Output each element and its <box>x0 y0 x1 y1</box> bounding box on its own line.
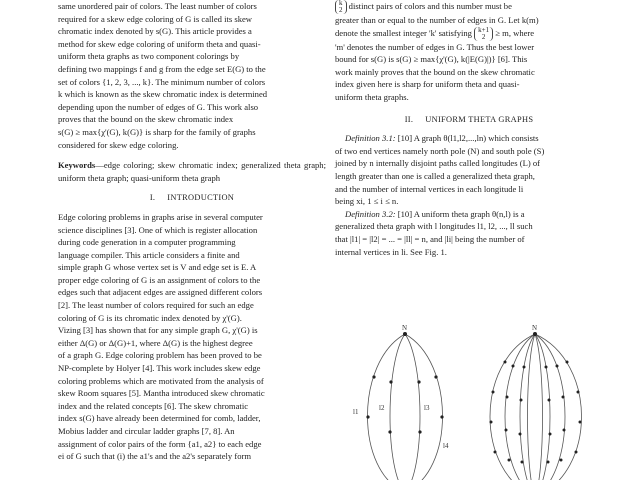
definition-3-2: Definition 3.2: [10] A uniform theta graph θ(n,l) is a <box>345 208 525 219</box>
vertex <box>388 430 391 433</box>
right-top-line-text: distinct pairs of colors and this number must be <box>348 1 512 11</box>
text-line: Vizing [3] has shown that for any simple graph G, χ'(G) is <box>58 325 258 336</box>
text-line: proves that the bound on the skew chromatic index <box>58 114 234 125</box>
text-line: science disciplines [3]. One of which is register allocation <box>58 224 258 235</box>
text-line: [2]. The least number of colors required for such an edge <box>58 300 254 311</box>
text-line: edges such that adjacent edges are assigned different colors <box>58 287 263 298</box>
text-line: set of colors {1, 2, 3, ..., k}. The minimum number of colors <box>58 76 266 87</box>
right-paragraph <box>335 41 603 104</box>
text-line: index given here is sharp for uniform theta and quasi- <box>335 79 520 90</box>
definition-3-2-body <box>335 220 603 258</box>
vertex <box>366 415 369 418</box>
label-l2: l2 <box>379 404 385 412</box>
longitude-edge <box>368 334 406 480</box>
keywords <box>58 159 326 184</box>
vertex <box>418 430 421 433</box>
section-number: I. <box>149 193 156 203</box>
keywords-label: Keywords <box>58 160 96 171</box>
text-line: of a graph G. Edge coloring problem has been proved to be <box>58 350 262 361</box>
text-line: defining two mappings f and g from the edge set E(G) to the <box>58 63 266 74</box>
longitude-edge <box>528 334 536 480</box>
vertex <box>403 332 407 336</box>
text-line: required for a skew edge coloring of G is called its skew <box>58 13 253 24</box>
section-title: INTRODUCTION <box>167 193 235 203</box>
figure-theta-graphs <box>335 322 603 480</box>
text-line: coloring of G is its chromatic index denoted by χ'(G). <box>58 312 242 323</box>
text-line: being xi, 1 ≤ i ≤ n. <box>335 196 399 207</box>
text-line: work mainly proves that the bound on the skew chromatic <box>335 66 535 77</box>
left-column <box>58 0 326 463</box>
keywords-text: —edge coloring; skew chromatic index; generalized theta graph; uniform theta graph; quasi-uniform theta graph <box>58 160 326 183</box>
vertex <box>417 380 420 383</box>
text-line: NP-complete by Holyer [4]. This work includes skew edge <box>58 363 261 374</box>
text-line: k which is known as the skew chromatic index is determined <box>58 89 268 100</box>
right-line-1: greater than or equal to the number of edges in G. Let k(m) <box>335 15 539 26</box>
text-line: considered for skew edge coloring. <box>58 139 179 150</box>
text-line: that |l1| = |l2| = ... = |ll| = n, and |li| being the number of <box>335 233 525 244</box>
text-line: 'm' denotes the number of edges in G. Thus the best lower <box>335 41 535 52</box>
text-line: simple graph G whose vertex set is V and edge set is E. A <box>58 262 257 273</box>
text-line: index s(G) have already been determined for comb, ladder, <box>58 413 261 424</box>
binomial-k-2: k 2 <box>335 0 347 14</box>
abstract-text <box>58 0 326 151</box>
definition-3-1-body <box>335 145 603 208</box>
label-north: N <box>532 324 538 332</box>
text-line: uniform theta graphs. <box>335 92 409 103</box>
text-line: internal vertices in li. See Fig. 1. <box>335 246 447 257</box>
vertex <box>533 332 537 336</box>
text-line: length greater than one is called a generalized theta graph, <box>335 171 535 181</box>
right-top-line <box>335 0 603 14</box>
label-north: N <box>402 324 408 332</box>
definition-label: Definition 3.2: <box>345 208 396 219</box>
right-line-2: denote the smallest integer 'k' satisfying k+1 2 ≥ m, where <box>335 25 535 41</box>
text-line: same unordered pair of colors. The least number of colors <box>58 1 257 11</box>
text-line: index and the related concepts [6]. The skew chromatic <box>58 400 249 411</box>
text-line: skew Room squares [5]. Mantha introduced skew chromatic <box>58 388 265 399</box>
text-line: proper edge coloring of G is an assignment of colors to the <box>58 274 261 285</box>
text-line: coloring problems which are motivated from the analysis of <box>58 375 264 386</box>
definition-label: Definition 3.1: <box>345 133 396 144</box>
text-line: generalized theta graph with l longitudes l1, l2, ..., ll such <box>335 221 533 232</box>
text-line: depending upon the number of edges of G. This work also <box>58 101 259 112</box>
section-heading-introduction <box>58 192 326 205</box>
vertex <box>440 415 443 418</box>
longitude-edge <box>405 334 420 480</box>
introduction-text <box>58 211 326 463</box>
text-line: either Δ(G) or Δ(G)+1, where Δ(G) is the highest degree <box>58 337 253 348</box>
text-line: and the number of internal vertices in each longitude li <box>335 183 524 194</box>
longitude-edge <box>390 334 405 480</box>
text-line: uniform theta graphs as two component colorings by <box>58 51 240 62</box>
text-line: assignment of color pairs of the form {a1, a2} to each edge <box>58 438 262 449</box>
section-heading-uniform-theta <box>335 114 603 127</box>
text-line: chromatic index denoted by s(G). This article provides a <box>58 26 252 37</box>
text-line: of two end vertices namely north pole (N) and south pole (S) <box>335 145 545 156</box>
text-line: joined by n internally disjoint paths called longitudes (L) of <box>335 158 541 169</box>
right-column <box>335 0 603 258</box>
text-line: language compiler. This article considers a finite and <box>58 249 240 260</box>
longitude-edge <box>535 334 543 480</box>
definition-3-1: Definition 3.1: [10] A graph θ(l1,l2,...,ln) which consists <box>345 133 539 144</box>
text-line: Edge coloring problems in graphs arise in several computer <box>58 211 263 222</box>
vertex <box>389 380 392 383</box>
label-l4: l4 <box>443 442 449 450</box>
left-graph-vertices <box>366 332 443 434</box>
text-line: during code generation in a computer programming <box>58 237 236 248</box>
vertex <box>434 375 437 378</box>
right-graph-vertices <box>490 332 582 464</box>
right-theta-graph <box>490 334 582 480</box>
label-l3: l3 <box>424 404 430 412</box>
text-line: method for skew edge coloring of uniform theta and quasi- <box>58 38 261 49</box>
section-number: II. <box>404 114 414 124</box>
text-line: s(G) ≥ max{χ'(G), k(G)} is sharp for the family of graphs <box>58 126 256 137</box>
vertex <box>372 375 375 378</box>
text-line: bound for s(G) is s(G) ≥ max{χ'(G), k(|E(G)|)} [6]. This <box>335 54 528 65</box>
binomial-k1-2: k+1 2 <box>474 27 493 41</box>
label-l1: l1 <box>353 408 359 416</box>
text-line: Mobius ladder and circular ladder graphs [7, 8]. An <box>58 426 235 436</box>
longitude-edge <box>535 334 582 480</box>
text-line: ei of G such that (i) the a1's and the a2's separately form <box>58 451 252 462</box>
section-title: UNIFORM THETA GRAPHS <box>425 114 534 124</box>
